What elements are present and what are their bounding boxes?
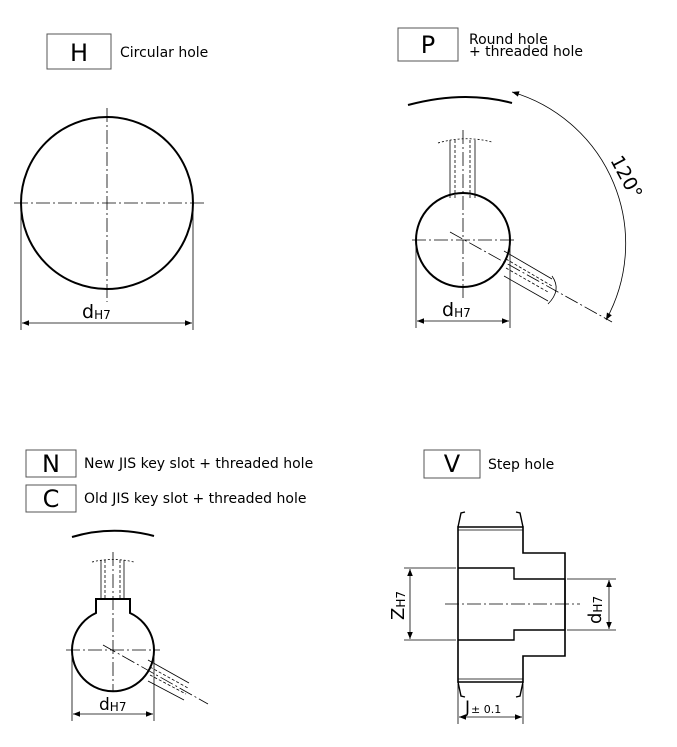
panel-circular-hole <box>14 34 208 330</box>
label-new-jis: New JIS key slot + threaded hole <box>84 456 314 472</box>
label-threaded-hole: + threaded hole <box>469 44 583 60</box>
angle-dimension-arc <box>512 92 626 320</box>
dimension-diameter-c: dH7 <box>99 695 127 715</box>
dimension-j: J± 0.1 <box>465 698 502 718</box>
threaded-hole-vertical <box>450 140 475 198</box>
dimension-z: ZH7 <box>388 590 409 620</box>
step-body-outline <box>458 527 565 682</box>
tap-axis-angled <box>450 232 612 322</box>
tap-axis-angled-c <box>103 645 208 704</box>
label-round-hole: Round hole <box>469 32 548 48</box>
panel-round-threaded-hole <box>398 28 646 328</box>
threaded-hole-angled <box>504 251 556 304</box>
code-v: V <box>443 450 461 478</box>
angle-label: 120° <box>605 152 647 203</box>
dimension-diameter-p: dH7 <box>442 299 471 321</box>
hub-outer-arc <box>408 97 512 105</box>
code-n: N <box>42 450 60 478</box>
hub-inner-arc <box>438 139 492 143</box>
code-p: P <box>420 31 436 59</box>
hub-outer-arc-c <box>72 531 154 537</box>
code-h: H <box>69 39 89 67</box>
code-c: C <box>42 485 60 513</box>
threaded-hole-vertical-c <box>101 560 124 598</box>
label-old-jis: Old JIS key slot + threaded hole <box>84 491 307 507</box>
dimension-diameter-h: dH7 <box>82 301 111 323</box>
label-circular-hole: Circular hole <box>120 45 209 61</box>
panel-key-slot-threaded-hole <box>26 450 313 721</box>
dimension-d-v: dH7 <box>585 595 606 624</box>
flange-ends <box>458 512 523 697</box>
panel-step-hole <box>388 450 616 724</box>
label-step-hole: Step hole <box>488 457 555 473</box>
